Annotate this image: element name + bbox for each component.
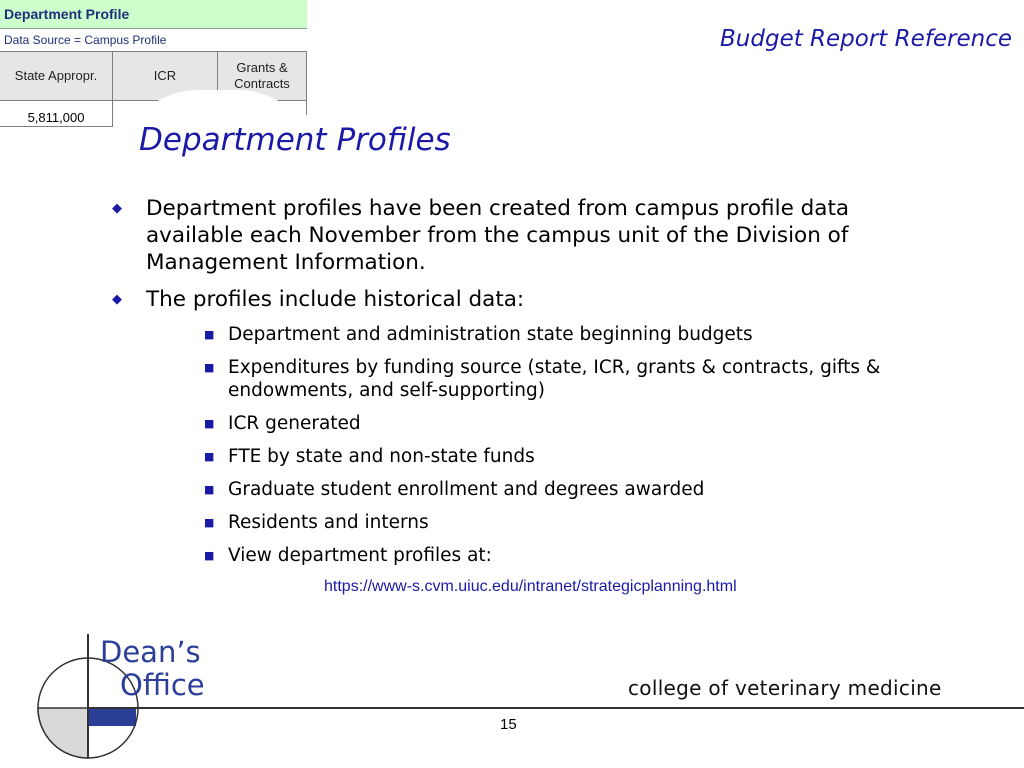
sheet-divider [306, 101, 307, 115]
diamond-bullet-icon: ◆ [112, 292, 122, 307]
sheet-header-cell: State Appropr. [0, 52, 113, 100]
sub-bullet-text: View department profiles at: [228, 545, 492, 566]
sub-bullet-text: FTE by state and non-state funds [228, 446, 535, 467]
square-bullet-icon: ■ [204, 450, 215, 463]
sub-bullet-text: ICR generated [228, 413, 361, 434]
bullet-text: The profiles include historical data: [146, 287, 525, 312]
sheet-header-cell: ICR [113, 52, 218, 100]
page-number: 15 [500, 716, 517, 733]
logo-text [100, 636, 205, 702]
square-bullet-icon: ■ [204, 417, 215, 430]
sheet-value-cell: 5,811,000 [0, 101, 113, 127]
slide-content [112, 195, 912, 577]
square-bullet-icon: ■ [204, 361, 215, 374]
sheet-data-source: Data Source = Campus Profile [4, 33, 167, 47]
sub-bullet-text: Department and administration state beginning budgets [228, 324, 753, 345]
footer-divider [88, 707, 1024, 709]
sheet-title-row [0, 0, 307, 29]
sub-bullet-text: Residents and interns [228, 512, 429, 533]
bullet-item [112, 286, 912, 313]
sheet-header-cell: Grants & Contracts [218, 52, 307, 100]
square-bullet-icon: ■ [204, 516, 215, 529]
sub-bullet-item [202, 356, 912, 402]
logo-line1: Dean’s [100, 635, 201, 669]
sub-bullet-item [202, 544, 912, 567]
report-reference: Budget Report Reference [720, 26, 1012, 52]
sub-bullet-item [202, 511, 912, 534]
bullet-item [112, 195, 912, 276]
square-bullet-icon: ■ [204, 328, 215, 341]
sheet-title: Department Profile [4, 6, 130, 22]
department-profiles-link[interactable]: https://www-s.cvm.uiuc.edu/intranet/strategicplanning.html [324, 578, 737, 595]
sub-bullet-text: Expenditures by funding source (state, ICR, grants & contracts, gifts & endowments, and self-supporting) [228, 357, 881, 401]
sub-bullet-text: Graduate student enrollment and degrees awarded [228, 479, 705, 500]
sub-bullet-item [202, 445, 912, 468]
page-title: Department Profiles [139, 122, 451, 158]
diamond-bullet-icon: ◆ [112, 201, 122, 216]
sub-bullet-item [202, 412, 912, 435]
sub-bullet-item [202, 323, 912, 346]
bullet-text: Department profiles have been created from campus profile data available each November from the campus unit of the Division of Management Information. [146, 196, 850, 275]
sheet-source-row [0, 29, 307, 52]
square-bullet-icon: ■ [204, 549, 215, 562]
sub-bullet-item [202, 478, 912, 501]
square-bullet-icon: ■ [204, 483, 215, 496]
sub-bullet-list [202, 323, 912, 567]
logo-line2: Office [120, 668, 205, 702]
college-name: college of veterinary medicine [628, 676, 942, 700]
footer [0, 632, 1024, 768]
